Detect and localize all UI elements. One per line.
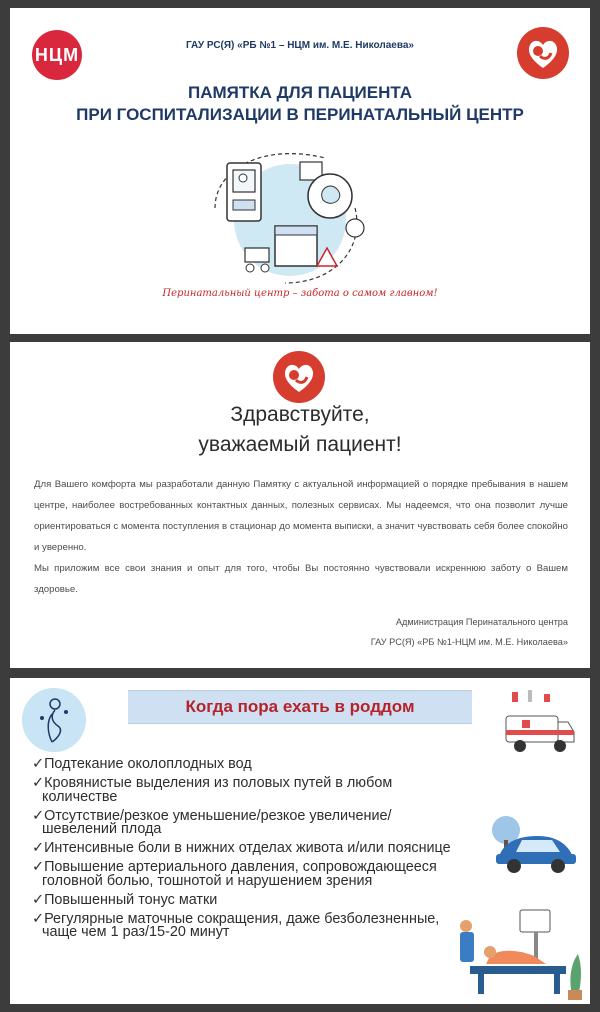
- ambulance-icon: [498, 688, 578, 760]
- title-line-2: ПРИ ГОСПИТАЛИЗАЦИИ В ПЕРИНАТАЛЬНЫЙ ЦЕНТР: [76, 105, 524, 124]
- welcome-text: [34, 474, 568, 600]
- hospital-illustration-icon: [205, 148, 385, 288]
- list-item: ✓Повышение артериального давления, сопровождающееся головной болью, тошнотой и нарушением зрения: [32, 859, 437, 889]
- page-title: [30, 82, 570, 126]
- list-item: ✓Повышенный тонус матки: [32, 891, 218, 908]
- perinatal-heart-logo-icon: [516, 26, 570, 80]
- symptom-list: [32, 758, 452, 945]
- welcome-slide: [10, 342, 590, 668]
- greeting-heading: [30, 400, 570, 460]
- list-item: ✓Подтекание околоплодных вод: [32, 756, 252, 772]
- title-line-1: ПАМЯТКА ДЛЯ ПАЦИЕНТА: [188, 83, 412, 102]
- signature-line-2: ГАУ РС(Я) «РБ №1-НЦМ им. М.Е. Николаева»: [370, 637, 568, 647]
- perinatal-heart-logo-icon: [272, 350, 326, 404]
- check-icon: ✓: [32, 891, 45, 908]
- check-icon: ✓: [32, 840, 45, 856]
- list-item: ✓Регулярные маточные сокращения, даже безболезненные, чаще чем 1 раз/15-20 минут: [32, 910, 440, 940]
- welcome-paragraph-1: Для Вашего комфорта мы разработали данную Памятку с актуальной информацией о порядке пребывания в нашем центре, наиболее востребованных контактных данных, полезных сервисах. Мы надеемся, что она позволит лучше ориентироваться с момента поступления в стационар до момента выписки, а значит чувствовать себя более спокойно и уверенно.: [34, 479, 568, 553]
- ultrasound-exam-icon: [450, 906, 586, 1002]
- organization-name: ГАУ РС(Я) «РБ №1 – НЦМ им. М.Е. Николаева»: [186, 40, 414, 51]
- check-icon: ✓: [32, 756, 45, 772]
- list-item: ✓Интенсивные боли в нижних отделах живота и/или пояснице: [32, 840, 451, 856]
- section-banner: Когда пора ехать в роддом: [128, 690, 472, 724]
- when-to-go-slide: [10, 678, 590, 1004]
- check-icon: ✓: [32, 859, 45, 875]
- check-icon: ✓: [32, 775, 45, 791]
- car-icon: [488, 814, 580, 874]
- greeting-line-2: уважаемый пациент!: [198, 433, 402, 456]
- pregnant-woman-icon: [22, 688, 86, 752]
- welcome-paragraph-2: Мы приложим все свои знания и опыт для того, чтобы Вы постоянно чувствовали искреннюю заботу о Вашем здоровье.: [34, 563, 568, 595]
- check-icon: ✓: [32, 807, 45, 824]
- signature-line-1: Администрация Перинатального центра: [395, 617, 568, 627]
- list-item: ✓Кровянистые выделения из половых путей в любом количестве: [32, 775, 393, 805]
- check-icon: ✓: [32, 910, 45, 927]
- signature: [371, 612, 568, 652]
- ncm-logo: НЦМ: [32, 30, 82, 80]
- cover-slide: [10, 8, 590, 334]
- list-item: ✓Отсутствие/резкое уменьшение/резкое увеличение/ шевелений плода: [32, 807, 392, 837]
- slogan: Перинатальный центр – забота о самом главном!: [162, 288, 438, 299]
- greeting-line-1: Здравствуйте,: [230, 403, 370, 426]
